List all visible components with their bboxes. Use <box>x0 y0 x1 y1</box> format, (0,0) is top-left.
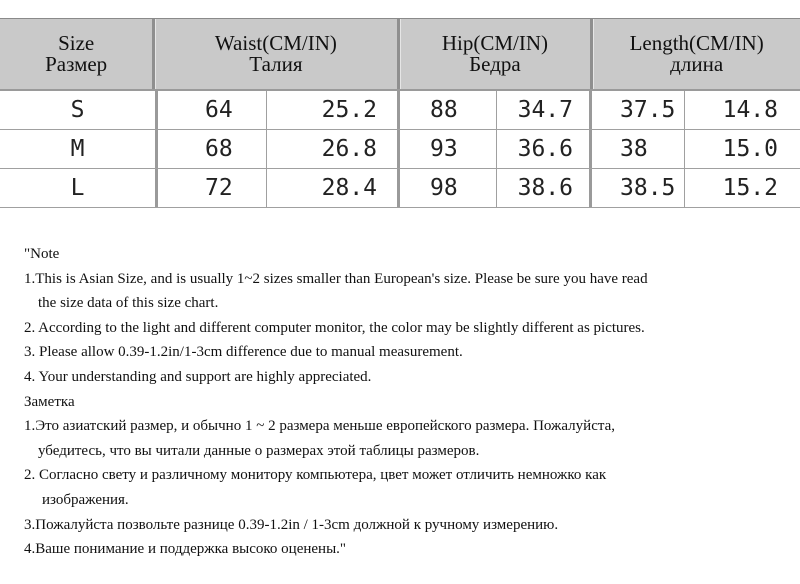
note-item-ru: 4.Ваше понимание и поддержка высоко оценены." <box>24 541 347 558</box>
header-waist <box>155 19 396 89</box>
waist-in-cell: 25.2 <box>267 91 400 129</box>
note-item-en: 3. Please allow 0.39-1.2in/1-3cm difference due to manual measurement. <box>24 344 463 361</box>
hip-cm-cell: 98 <box>400 169 497 207</box>
length-cm-cell: 37.5 <box>592 91 685 129</box>
note-item-ru-continued: убедитесь, что вы читали данные о размерах этой таблицы размеров. <box>38 442 480 459</box>
waist-in-cell: 26.8 <box>267 130 400 168</box>
header-length-ru: длина <box>670 52 724 76</box>
note-item-ru: 3.Пожалуйста позвольте разнице 0.39-1.2in / 1-3cm должной к ручному измерению. <box>24 516 559 533</box>
header-hip-en: Hip(CM/IN) <box>441 31 549 55</box>
size-chart-table <box>0 18 800 208</box>
length-in-cell: 15.2 <box>722 175 778 201</box>
table-row <box>0 130 800 169</box>
note-item-ru: 1.Это азиатский размер, и обычно 1 ~ 2 размера меньше европейского размера. Пожалуйста, <box>24 418 615 435</box>
header-size-en: Size <box>58 31 95 55</box>
size-cell: L <box>0 169 158 207</box>
length-in-cell: 14.8 <box>722 97 778 123</box>
header-size <box>0 19 152 89</box>
length-cm-cell: 38.5 <box>592 169 685 207</box>
hip-in-cell: 34.7 <box>497 91 592 129</box>
note-item-en: 4. Your understanding and support are highly appreciated. <box>24 368 372 385</box>
waist-in-cell: 28.4 <box>267 169 400 207</box>
hip-in-cell: 36.6 <box>497 130 592 168</box>
header-size-ru: Размер <box>45 52 108 76</box>
note-item-ru-continued: изображения. <box>42 491 129 508</box>
note-item-en: 2. According to the light and different computer monitor, the color may be slightly different as pictures. <box>24 319 645 336</box>
header-length <box>593 19 800 89</box>
waist-cm-cell: 64 <box>158 91 267 129</box>
length-in-cell: 15.0 <box>722 136 778 162</box>
header-hip <box>400 19 591 89</box>
size-cell: M <box>0 130 158 168</box>
table-row <box>0 169 800 208</box>
note-item-ru: 2. Согласно свету и различному монитору компьютера, цвет может отличить немножко как <box>24 467 607 484</box>
table-row <box>0 91 800 130</box>
size-cell: S <box>0 91 158 129</box>
notes-section <box>24 242 794 562</box>
header-waist-en: Waist(CM/IN) <box>214 31 337 55</box>
note-title-ru: Заметка <box>24 393 75 410</box>
table-header <box>0 19 800 91</box>
note-item-en: 1.This is Asian Size, and is usually 1~2 sizes smaller than European's size. Please be sure you have read <box>24 270 648 287</box>
header-waist-ru: Талия <box>249 52 303 76</box>
hip-in-cell: 38.6 <box>497 169 592 207</box>
header-hip-ru: Бедра <box>469 52 521 76</box>
note-item-en-continued: the size data of this size chart. <box>38 295 219 312</box>
hip-cm-cell: 88 <box>400 91 497 129</box>
note-title-en: "Note <box>24 246 60 262</box>
waist-cm-cell: 68 <box>158 130 267 168</box>
hip-cm-cell: 93 <box>400 130 497 168</box>
length-cm-cell: 38 <box>592 130 685 168</box>
waist-cm-cell: 72 <box>158 169 267 207</box>
header-length-en: Length(CM/IN) <box>629 31 764 55</box>
